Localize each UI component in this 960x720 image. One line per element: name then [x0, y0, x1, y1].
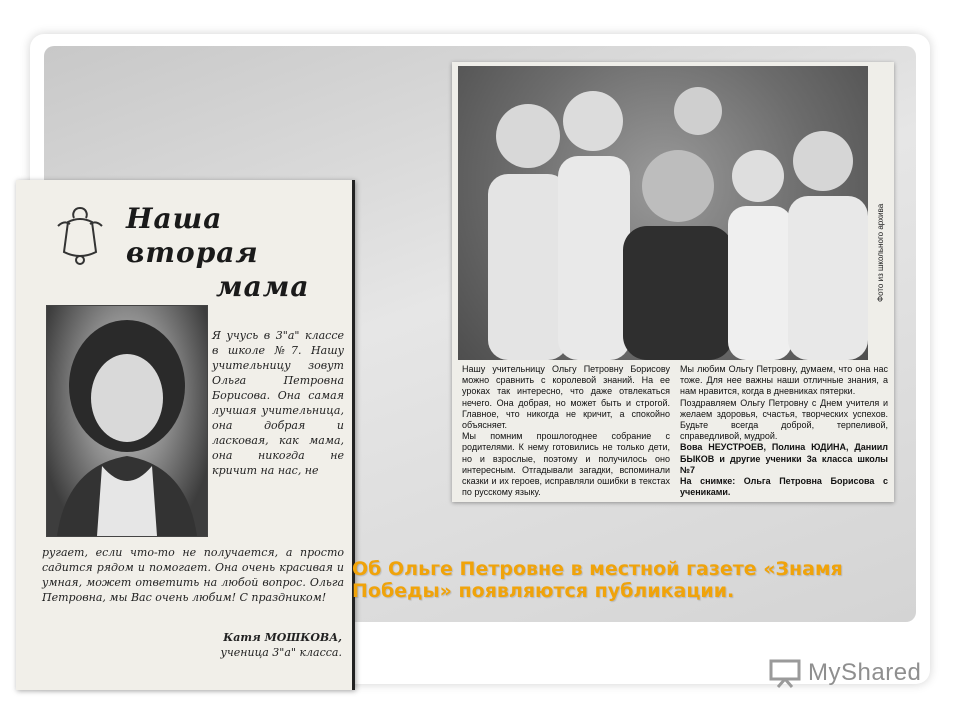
- bell-icon: [44, 202, 116, 274]
- headline-line: мама: [216, 270, 310, 303]
- headline: [126, 202, 336, 304]
- headline-line: Наша: [126, 202, 223, 235]
- story-author: [192, 630, 342, 660]
- article-signature: Вова НЕУСТРОЕВ, Полина ЮДИНА, Даниил БЫКОВ и другие ученики 3а класса школы №7: [680, 442, 888, 475]
- article-paragraph: Мы помним прошлогоднее собрание с родителями. К нему готовились не только дети, но и взрослые, поэтому и получилось оно интересным. Отгадывали загадки, вспоминали сказки и их героев, исправляли ошибки в текстах по русскому языку.: [462, 431, 670, 498]
- story-text-bottom: [42, 545, 344, 605]
- class-photo: [458, 66, 868, 360]
- story-paragraph: ругает, если что-то не получается, а просто садится рядом и помогает. Она очень красивая и умная, может ответить на любой вопрос. Ольга Петровна, мы Вас очень любим! С праздником!: [42, 546, 344, 604]
- story-text-side: [212, 328, 344, 478]
- slide-caption: Об Ольге Петровне в местной газете «Знамя Победы» появляются публикации.: [352, 558, 843, 602]
- newspaper-clipping-left: [16, 180, 355, 690]
- story-paragraph: Я учусь в 3"а" классе в школе №7. Нашу учительницу зовут Ольга Петровна Борисова. Она самая лучшая учительница, она добрая и ласковая, как мама, она никогда не кричит на нас, не: [212, 329, 344, 477]
- portrait-figure: [47, 306, 207, 536]
- article-column-1: [462, 364, 670, 496]
- article-paragraph: Нашу учительницу Ольгу Петровну Борисову можно сравнить с королевой знаний. На ее уроках так интересно, что даже отвлекаться нечего. Она добрая, но может быть и строгой. Главное, что никогда не кричит, а спокойно объясняет.: [462, 364, 670, 431]
- article-paragraph: Мы любим Ольгу Петровну, думаем, что она нас тоже. Для нее важны наши отличные знания, а нам нравится, когда в дневниках пятерки.: [680, 364, 888, 397]
- article-text: [462, 364, 888, 496]
- article-paragraph: Поздравляем Ольгу Петровну с Днем учителя и желаем здоровья, счастья, творческих успехов. Будьте всегда доброй, терпеливой, справедливой, мудрой.: [680, 397, 888, 442]
- author-name: Катя МОШКОВА,: [223, 631, 342, 644]
- headline-line: вторая: [126, 236, 259, 269]
- teacher-portrait: [46, 305, 208, 537]
- watermark: [768, 656, 921, 690]
- article-column-2: [680, 364, 888, 496]
- author-role: ученица 3"а" класса.: [220, 646, 342, 659]
- class-photo-figures: [458, 66, 868, 360]
- presentation-board-icon: [768, 658, 802, 688]
- newspaper-clipping-right: [452, 62, 894, 502]
- watermark-text: MyShared: [808, 659, 922, 686]
- photo-caption: На снимке: Ольга Петровна Борисова с учениками.: [680, 476, 888, 498]
- photo-credit: Фото из школьного архива: [876, 203, 885, 302]
